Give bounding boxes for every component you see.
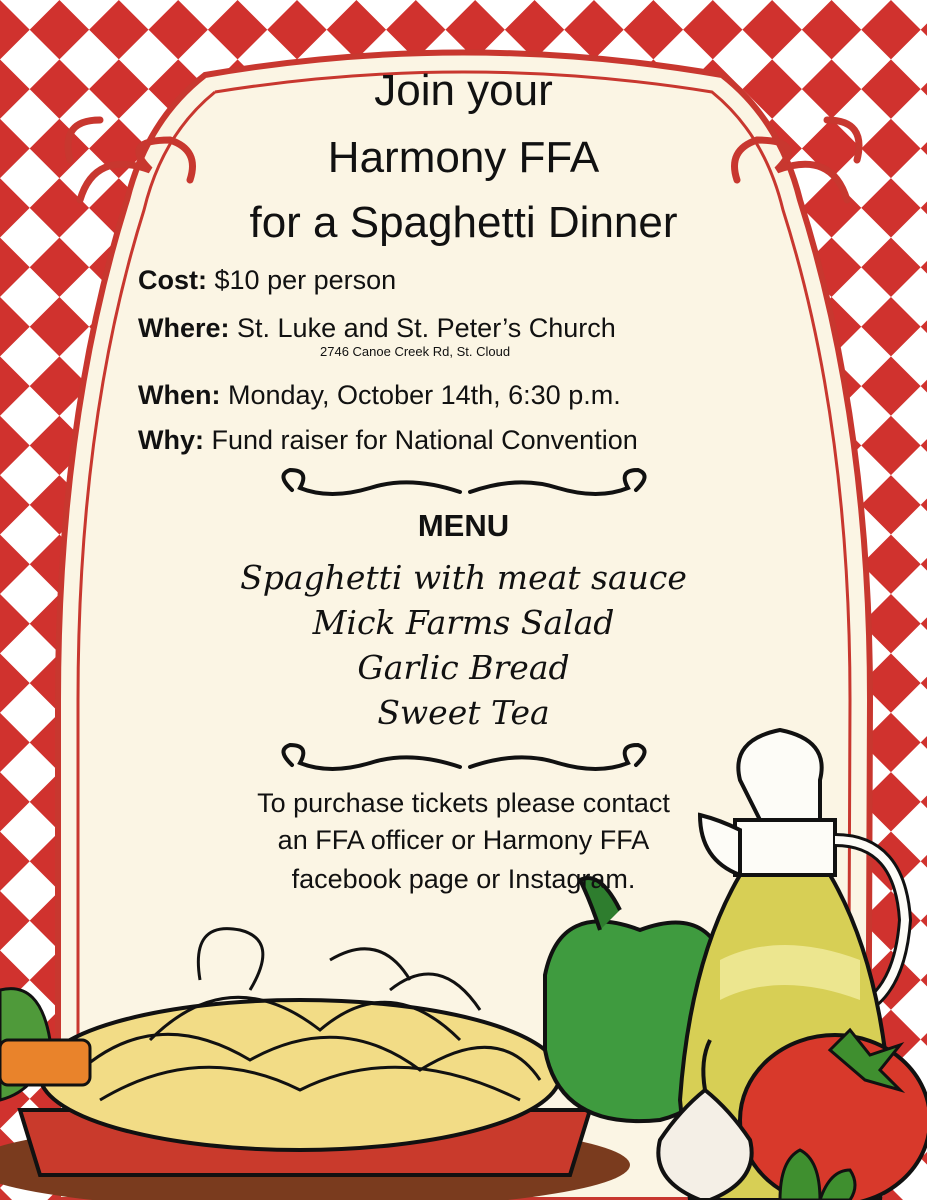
why-line — [138, 425, 638, 456]
why-value: Fund raiser for National Convention — [211, 425, 638, 455]
cost-line — [138, 265, 396, 296]
where-label: Where: — [138, 313, 230, 343]
menu-title: MENU — [417, 508, 510, 543]
cost-value: $10 per person — [214, 265, 397, 295]
contact-line-1: To purchase tickets please contact — [257, 788, 670, 818]
when-label: When: — [138, 380, 221, 410]
menu-item-salad: Mick Farms Salad — [312, 603, 615, 642]
when-line — [138, 380, 621, 411]
when-value: Monday, October 14th, 6:30 p.m. — [228, 380, 621, 410]
headline-line-1: Join your — [374, 66, 553, 115]
contact-line-3: facebook page or Instagram. — [291, 864, 636, 894]
menu-item-garlic-bread: Garlic Bread — [357, 648, 570, 687]
why-label: Why: — [138, 425, 204, 455]
address-line: 2746 Canoe Creek Rd, St. Cloud — [320, 344, 511, 359]
cost-label: Cost: — [138, 265, 207, 295]
where-value: St. Luke and St. Peter’s Church — [237, 313, 616, 343]
menu-item-spaghetti: Spaghetti with meat sauce — [240, 558, 687, 597]
where-line — [138, 313, 616, 344]
contact-line-2: an FFA officer or Harmony FFA — [277, 825, 650, 855]
menu-item-sweet-tea: Sweet Tea — [377, 693, 550, 732]
headline-line-2: Harmony FFA — [327, 133, 600, 182]
headline-line-3: for a Spaghetti Dinner — [249, 198, 678, 247]
